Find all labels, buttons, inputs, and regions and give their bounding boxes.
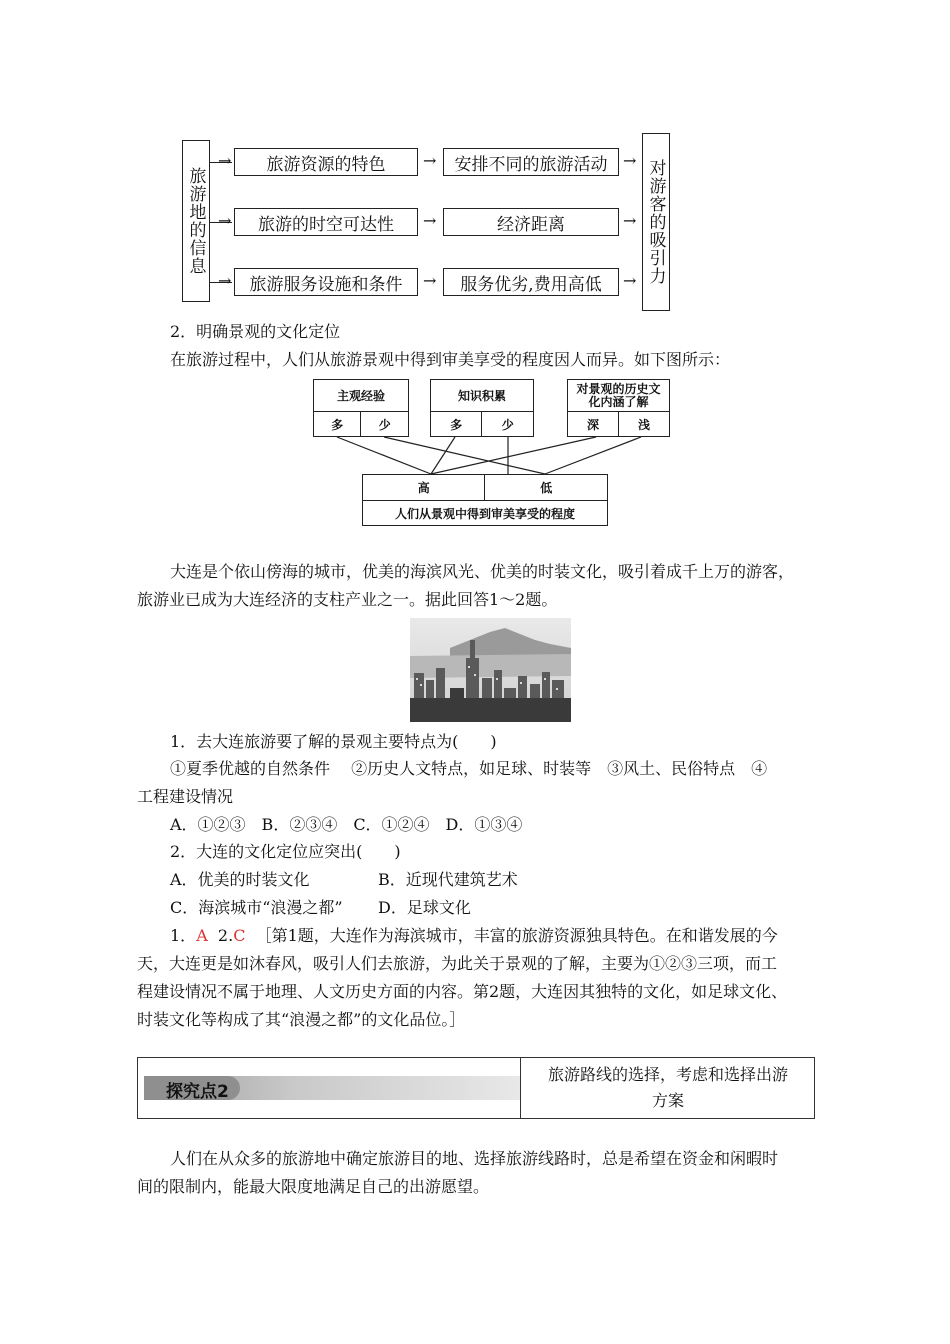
diagram-box-knowledge: 知识积累 多 少: [430, 379, 534, 437]
answer-explanation: ［第1题，大连作为海滨城市，丰富的旅游资源独具特色。在和谐发展的今: [255, 926, 778, 945]
intro-paragraph-line: 旅游业已成为大连经济的支柱产业之一。据此回答1～2题。: [137, 590, 558, 609]
answer-explanation: 程建设情况不属于地理、人文历史方面的内容。第2题，大连因其独特的文化，如足球文化、: [137, 982, 788, 1001]
q2-choice-b: B．近现代建筑艺术: [378, 870, 518, 889]
section-paragraph: 在旅游过程中，人们从旅游景观中得到审美享受的程度因人而异。如下图所示：: [170, 350, 731, 369]
answer-explanation: 时装文化等构成了其“浪漫之都”的文化品位。］: [137, 1010, 466, 1029]
diagram-box-experience: 主观经验 多 少: [313, 379, 409, 437]
q1-choices: A．①②③ B．②③④ C．①②④ D．①③④: [170, 815, 523, 834]
diagram-connectors: [0, 0, 950, 540]
section-title: 2．明确景观的文化定位: [170, 322, 341, 341]
q2-stem: 2．大连的文化定位应突出( ): [170, 842, 401, 861]
q2-choice-d: D．足球文化: [378, 898, 471, 917]
answer-explanation: 天，大连更是如沐春风，吸引人们去旅游，为此关于景观的了解，主要为①②③三项，而工: [137, 954, 778, 973]
flow-left-label: 旅游地的信息: [185, 167, 206, 275]
flow-arrow: →: [218, 151, 232, 170]
dalian-city-photo: [410, 618, 571, 722]
flow-arrow: →: [218, 271, 232, 290]
intro-paragraph-line: 大连是个依山傍海的城市，优美的海滨风光、优美的时装文化，吸引着成千上万的游客，: [170, 562, 795, 581]
flow-arrow: →: [623, 151, 637, 170]
flow-row2-b: 经济距离: [443, 208, 619, 236]
flow-arrow: →: [423, 211, 437, 230]
q2-choice-a: A．优美的时装文化: [170, 870, 310, 889]
q1-options: ①夏季优越的自然条件 ②历史人文特点，如足球、时装等 ③风土、民俗特点 ④: [170, 759, 768, 778]
final-paragraph-line: 人们在从众多的旅游地中确定旅游目的地、选择旅游线路时，总是希望在资金和闲暇时: [170, 1149, 779, 1168]
flow-row1-b: 安排不同的旅游活动: [443, 148, 619, 176]
flow-arrow: →: [423, 151, 437, 170]
final-paragraph-line: 间的限制内，能最大限度地满足自己的出游愿望。: [137, 1177, 490, 1196]
flow-row2-a: 旅游的时空可达性: [234, 208, 418, 236]
explore-section-header: [137, 1057, 815, 1119]
explore-badge: 探究点2: [166, 1082, 229, 1102]
city-skyline-illustration: [410, 618, 571, 722]
answer-1: A: [196, 926, 208, 945]
flow-arrow: →: [623, 211, 637, 230]
flow-arrow: →: [218, 211, 232, 230]
aesthetic-diagram: [0, 0, 950, 540]
flow-row3-a: 旅游服务设施和条件: [234, 268, 418, 296]
answer-num: 1．: [170, 926, 197, 945]
diagram-box-result: 高 低 人们从景观中得到审美享受的程度: [362, 474, 608, 526]
flow-right-label: 对游客的吸引力: [645, 159, 666, 285]
flow-row3-b: 服务优劣,费用高低: [443, 268, 619, 296]
answer-line: [170, 925, 778, 947]
q2-choice-c: C．海滨城市“浪漫之都”: [170, 898, 343, 917]
flow-arrow: →: [423, 271, 437, 290]
explore-title: 旅游路线的选择，考虑和选择出游 方案: [547, 1065, 788, 1110]
flow-arrow: →: [623, 271, 637, 290]
q1-stem: 1．去大连旅游要了解的景观主要特点为( ): [170, 732, 497, 751]
answer-2: C: [233, 926, 246, 945]
answer-num: 2.: [217, 926, 234, 945]
diagram-box-culture: 对景观的历史文化内涵了解 深 浅: [567, 379, 670, 437]
flow-row1-a: 旅游资源的特色: [234, 148, 418, 176]
q1-options: 工程建设情况: [137, 787, 234, 806]
